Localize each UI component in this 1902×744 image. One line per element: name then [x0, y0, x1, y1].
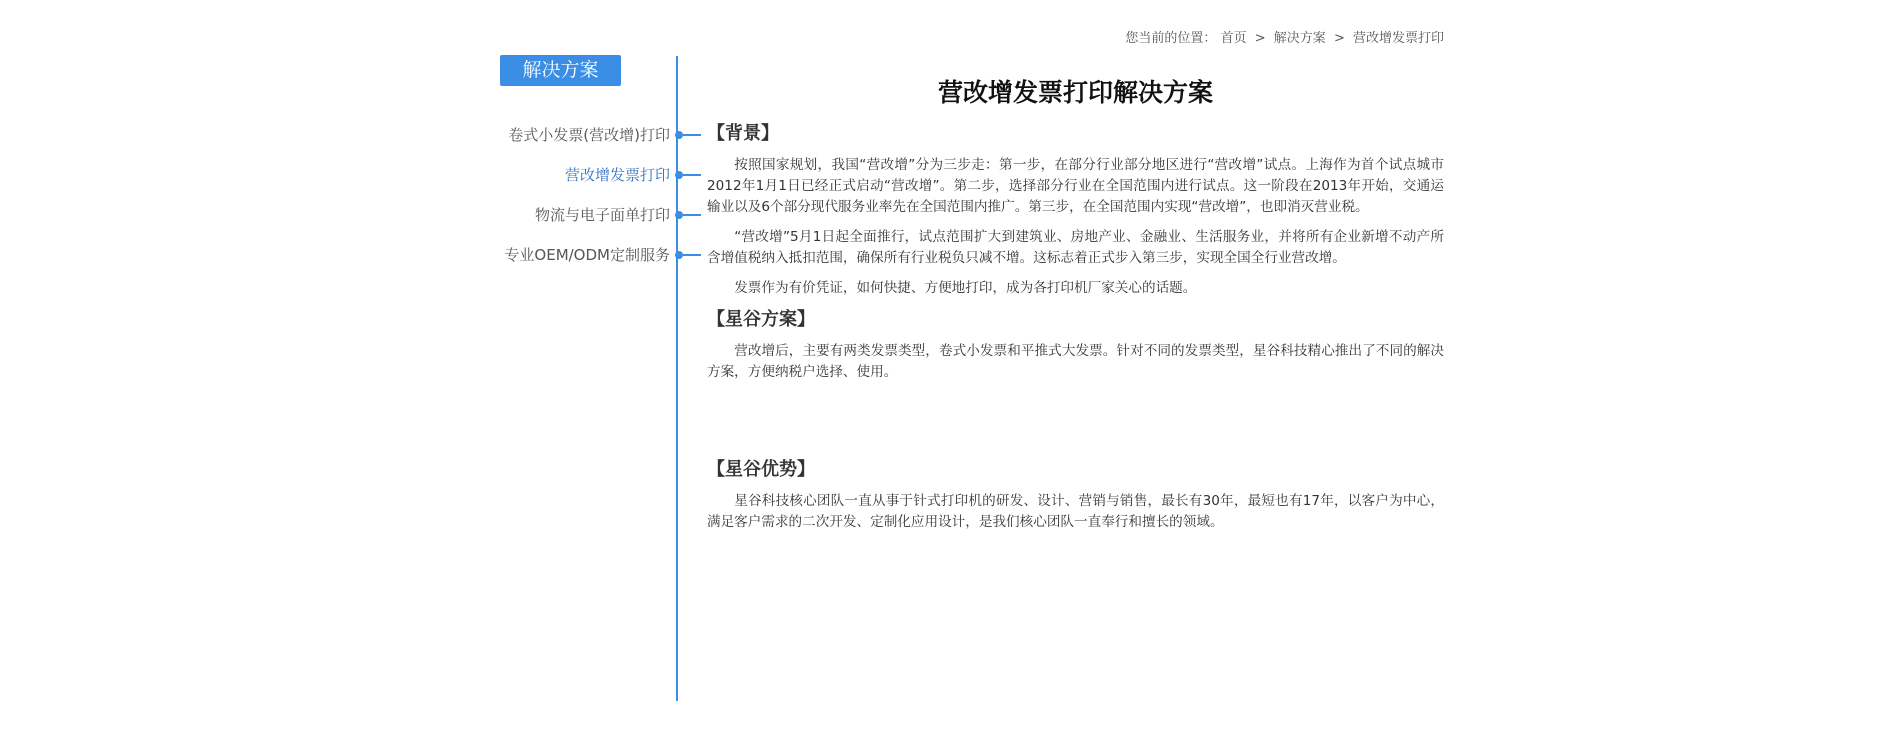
sidebar-item-label: 营改增发票打印: [564, 166, 670, 184]
section-heading: 【背景】: [707, 123, 779, 144]
sidebar-item-vat-invoice[interactable]: [565, 164, 670, 186]
paragraph: “营改增”5月1日起全面推行，试点范围扩大到建筑业、房地产业、金融业、生活服务业，并将所有企业新增不动产所含增值税纳入抵扣范围，确保所有行业税负只减不增。这标志着正式步入第三步，实现全国全行业营改增。: [707, 229, 1444, 266]
timeline-connector: [683, 214, 701, 216]
sidebar-item-label: 专业OEM/ODM定制服务: [504, 246, 670, 264]
sidebar-item-label: 卷式小发票(营改增)打印: [508, 126, 670, 144]
paragraph: 按照国家规划，我国“营改增”分为三步走：第一步，在部分行业部分地区进行“营改增”试点。上海作为首个试点城市2012年1月1日已经正式启动“营改增”。第二步，选择部分行业在全国范围内进行试点。这一阶段在2013年开始，交通运输业以及6个部分现代服务业率先在全国范围内推广。第三步，在全国范围内实现“营改增”，也即消灭营业税。: [707, 157, 1444, 215]
sidebar-title: 解决方案: [500, 55, 621, 86]
breadcrumb-separator: >: [1254, 31, 1266, 46]
section-heading: 【星谷优势】: [707, 459, 815, 480]
breadcrumb: [1125, 27, 1444, 46]
sidebar-timeline-line: [676, 56, 678, 701]
article: [707, 75, 1444, 533]
paragraph: 发票作为有价凭证，如何快捷、方便地打印，成为各打印机厂家关心的话题。: [734, 280, 1197, 296]
timeline-dot-icon: [675, 171, 683, 179]
timeline-dot-icon: [675, 131, 683, 139]
section-background: [707, 121, 1444, 299]
paragraph: 星谷科技核心团队一直从事于针式打印机的研发、设计、营销与销售，最长有30年，最短也有17年，以客户为中心，满足客户需求的二次开发、定制化应用设计，是我们核心团队一直奉行和擅长的领域。: [707, 493, 1444, 530]
breadcrumb-home-link[interactable]: 首页: [1220, 31, 1247, 46]
timeline-dot-icon: [675, 211, 683, 219]
breadcrumb-separator: >: [1333, 31, 1345, 46]
timeline-connector: [683, 254, 701, 256]
breadcrumb-current: 营改增发票打印: [1352, 31, 1444, 46]
sidebar-item-roll-invoice[interactable]: [508, 124, 670, 146]
sidebar-item-logistics[interactable]: [535, 204, 670, 226]
section-heading: 【星谷方案】: [707, 309, 815, 330]
timeline-dot-icon: [675, 251, 683, 259]
breadcrumb-prefix: 您当前的位置：: [1125, 31, 1217, 46]
section-solution: [707, 307, 1444, 383]
sidebar-item-oem-odm[interactable]: [504, 244, 670, 266]
sidebar-item-label: 物流与电子面单打印: [534, 206, 670, 224]
paragraph: 营改增后，主要有两类发票类型，卷式小发票和平推式大发票。针对不同的发票类型，星谷科技精心推出了不同的解决方案，方便纳税户选择、使用。: [707, 343, 1444, 380]
timeline-connector: [683, 134, 701, 136]
timeline-connector: [683, 174, 701, 176]
breadcrumb-solutions-link[interactable]: 解决方案: [1273, 31, 1326, 46]
page-title: 营改增发票打印解决方案: [937, 78, 1213, 107]
section-advantages: [707, 457, 1444, 533]
